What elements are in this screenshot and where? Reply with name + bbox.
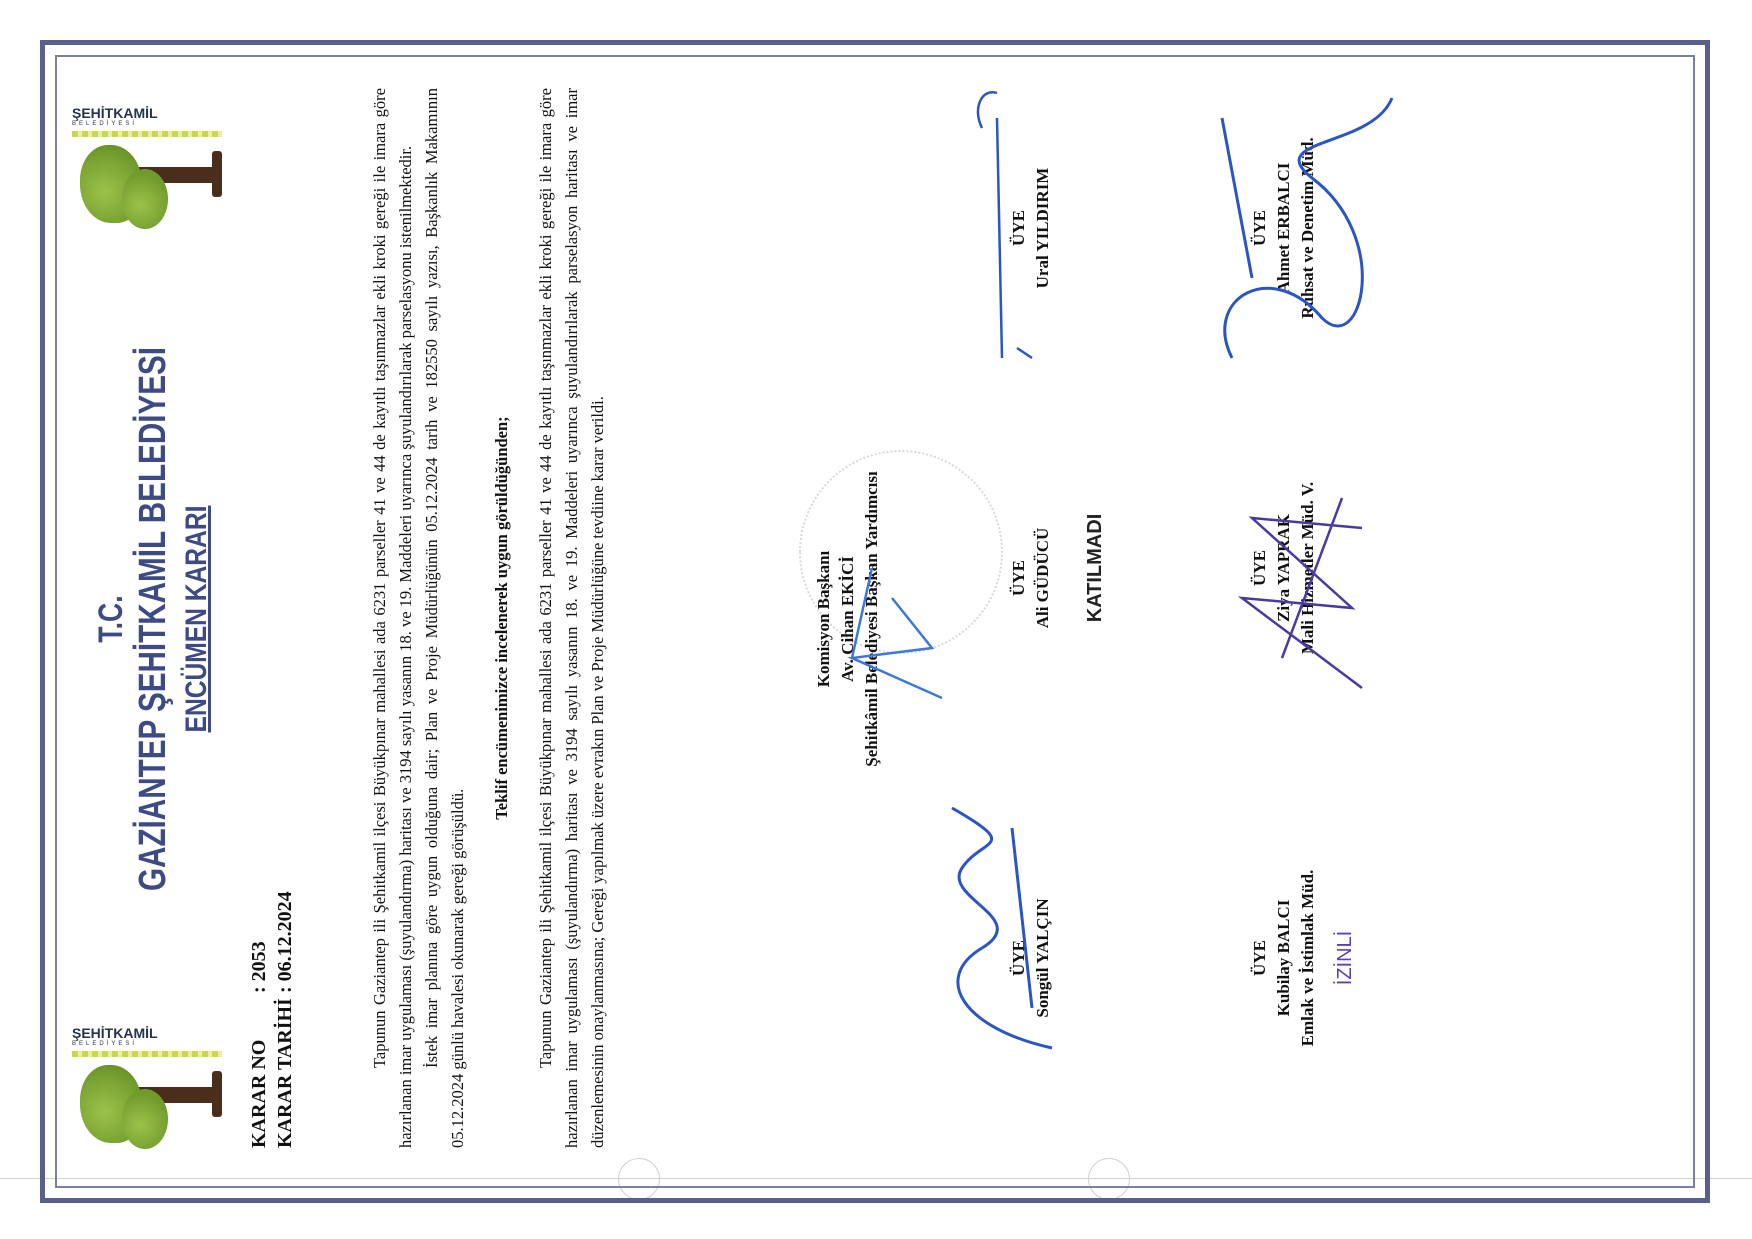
status-absent: KATILMADI <box>1084 513 1106 623</box>
signatory-name: Songül YALÇIN <box>1033 898 1052 1018</box>
logo-text: ŞEHİTKAMİL BELEDİYESİ <box>72 1025 158 1047</box>
signature-block-member <box>1007 448 1055 708</box>
logo-text: ŞEHİTKAMİL BELEDİYESİ <box>72 105 158 127</box>
signatory-role: ÜYE <box>1250 210 1269 246</box>
karar-tarihi-label: KARAR TARİHİ <box>274 998 296 1148</box>
karar-no-value: : 2053 <box>248 941 270 993</box>
handwritten-signature <box>832 518 972 718</box>
status-on-leave: İZİNLİ <box>1334 930 1356 986</box>
body-paragraph: İstek imar planına göre uygun olduğuna dair; Plan ve Proje Müdürlüğünün 05.12.2024 tarih ve 182550 sayılı yazısı, Başkanlık Makamının 05.12.2024 günlü havalesi okunarak gereği görüşüldü. <box>422 88 467 1148</box>
signatory-title: Ruhsat ve Denetim Müd. <box>1298 137 1317 319</box>
document-page <box>62 60 1692 1178</box>
tc-heading: T.C. <box>92 595 130 643</box>
karar-no-label: KARAR NO <box>248 1039 270 1148</box>
signature-block-member <box>1248 808 1320 1108</box>
signatory-name: Ali GÜDÜCÜ <box>1033 527 1052 629</box>
body-heading: Teklif encümenimizce incelenerek uygun görüldüğünden; <box>492 416 511 820</box>
signatory-name: Av. Cihan EKİCİ <box>838 556 857 682</box>
karar-tarihi-value: : 06.12.2024 <box>274 891 296 993</box>
signatory-name: Ural YILDIRIM <box>1033 167 1052 289</box>
signatory-role: ÜYE <box>1009 940 1028 976</box>
signatory-title: Emlak ve İstimlak Müd. <box>1298 869 1317 1047</box>
body-paragraph: Tapunun Gaziantep ili Şehitkamil ilçesi Büyükpınar mahallesi ada 6231 parseller 41 ve 44 de kayıtlı taşınmazlar ekli kroki gereği ile imara göre hazırlanan imar uygulaması (şuyulandırma) haritası ve 3194 sayılı yasanın 18. ve 19. Maddeleri uyarınca şuyulandırılarak parselasyonu istenilmektedir. <box>370 88 415 1148</box>
document-subtitle: ENCÜMEN KARARI <box>180 505 213 733</box>
signatory-name: Ziya YAPRAK <box>1274 514 1293 622</box>
decision-meta <box>246 891 298 1148</box>
signatory-title: Şehitkâmil Belediyesi Başkan Yardımcısı <box>862 471 881 767</box>
signatory-name: Ahmet ERBALCI <box>1274 162 1293 294</box>
handwritten-signature <box>922 768 1072 1068</box>
signatory-role: ÜYE <box>1250 940 1269 976</box>
signatory-title: Mali Hizmetler Müd. V. <box>1298 481 1317 655</box>
signatory-role: ÜYE <box>1009 210 1028 246</box>
body-paragraph: Tapunun Gaziantep ili Şehitkamil ilçesi Büyükpınar mahallesi ada 6231 parseller 41 ve 44 de kayıtlı taşınmazlar ekli kroki gereği ile imara göre hazırlanan imar uygulaması (şuyulandırma) haritası ve 3194 sayılı yasanın 18. ve 19. Maddeleri uyarınca şuyulandırılarak parselasyon haritası ve imar düzenlemesinin onaylanmasına; Gereği yapılmak üzere evrakın Plan ve Proje Müdürlüğüne tevdiine karar verildi. <box>536 88 607 1148</box>
decision-body <box>367 88 611 1148</box>
handwritten-signature <box>1222 458 1382 718</box>
signatory-role: ÜYE <box>1009 560 1028 596</box>
handwritten-signature <box>1192 78 1412 378</box>
signatory-role: ÜYE <box>1250 550 1269 586</box>
signatory-role: Komisyon Başkanı <box>814 550 833 688</box>
signatory-name: Kubilay BALCI <box>1274 899 1293 1017</box>
document-title: GAZİANTEP ŞEHİTKAMİL BELEDİYESİ <box>132 346 174 892</box>
handwritten-signature <box>942 68 1082 368</box>
